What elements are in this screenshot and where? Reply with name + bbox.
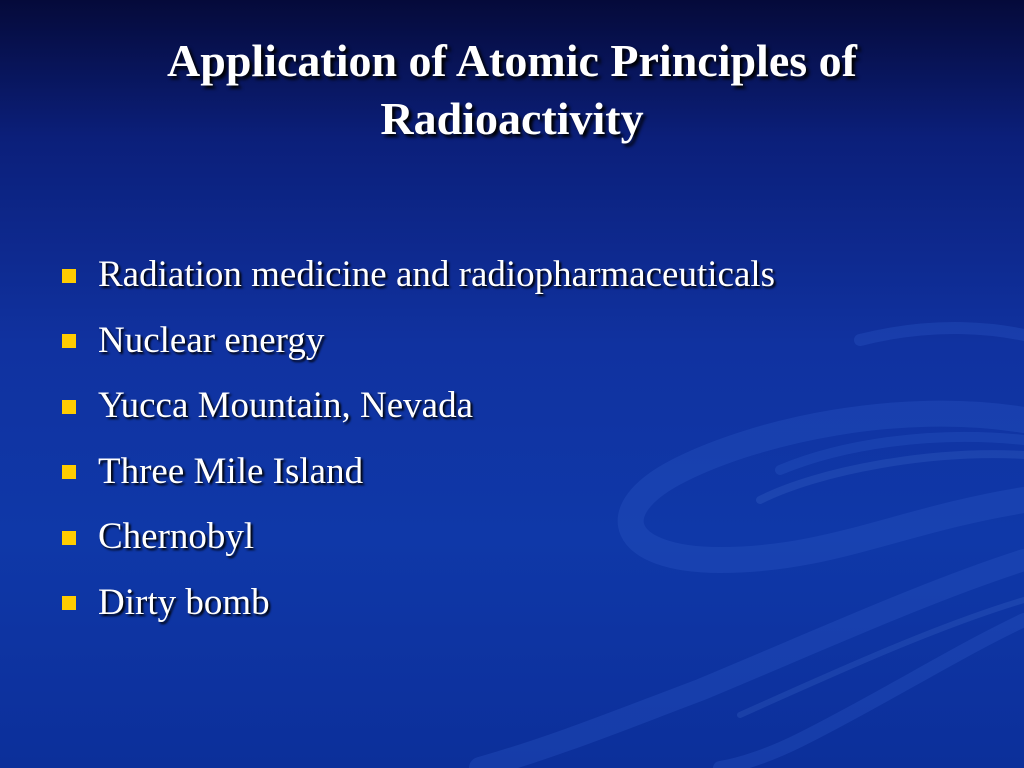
list-item bbox=[62, 308, 775, 374]
square-bullet-icon bbox=[62, 531, 76, 545]
square-bullet-icon bbox=[62, 596, 76, 610]
list-item bbox=[62, 504, 775, 570]
square-bullet-icon bbox=[62, 465, 76, 479]
slide-title: Application of Atomic Principles of Radioactivity bbox=[167, 35, 857, 144]
list-item bbox=[62, 570, 775, 636]
square-bullet-icon bbox=[62, 400, 76, 414]
square-bullet-icon bbox=[62, 334, 76, 348]
square-bullet-icon bbox=[62, 269, 76, 283]
list-item bbox=[62, 242, 775, 308]
bullet-text: Dirty bomb bbox=[98, 581, 270, 623]
bullet-text: Three Mile Island bbox=[98, 450, 364, 492]
bullet-text: Nuclear energy bbox=[98, 319, 325, 361]
bullet-text: Yucca Mountain, Nevada bbox=[98, 385, 474, 427]
bullet-list bbox=[62, 242, 775, 635]
list-item bbox=[62, 373, 775, 439]
list-item bbox=[62, 439, 775, 505]
bullet-text: Radiation medicine and radiopharmaceuticals bbox=[98, 254, 776, 296]
bullet-text: Chernobyl bbox=[98, 516, 255, 558]
